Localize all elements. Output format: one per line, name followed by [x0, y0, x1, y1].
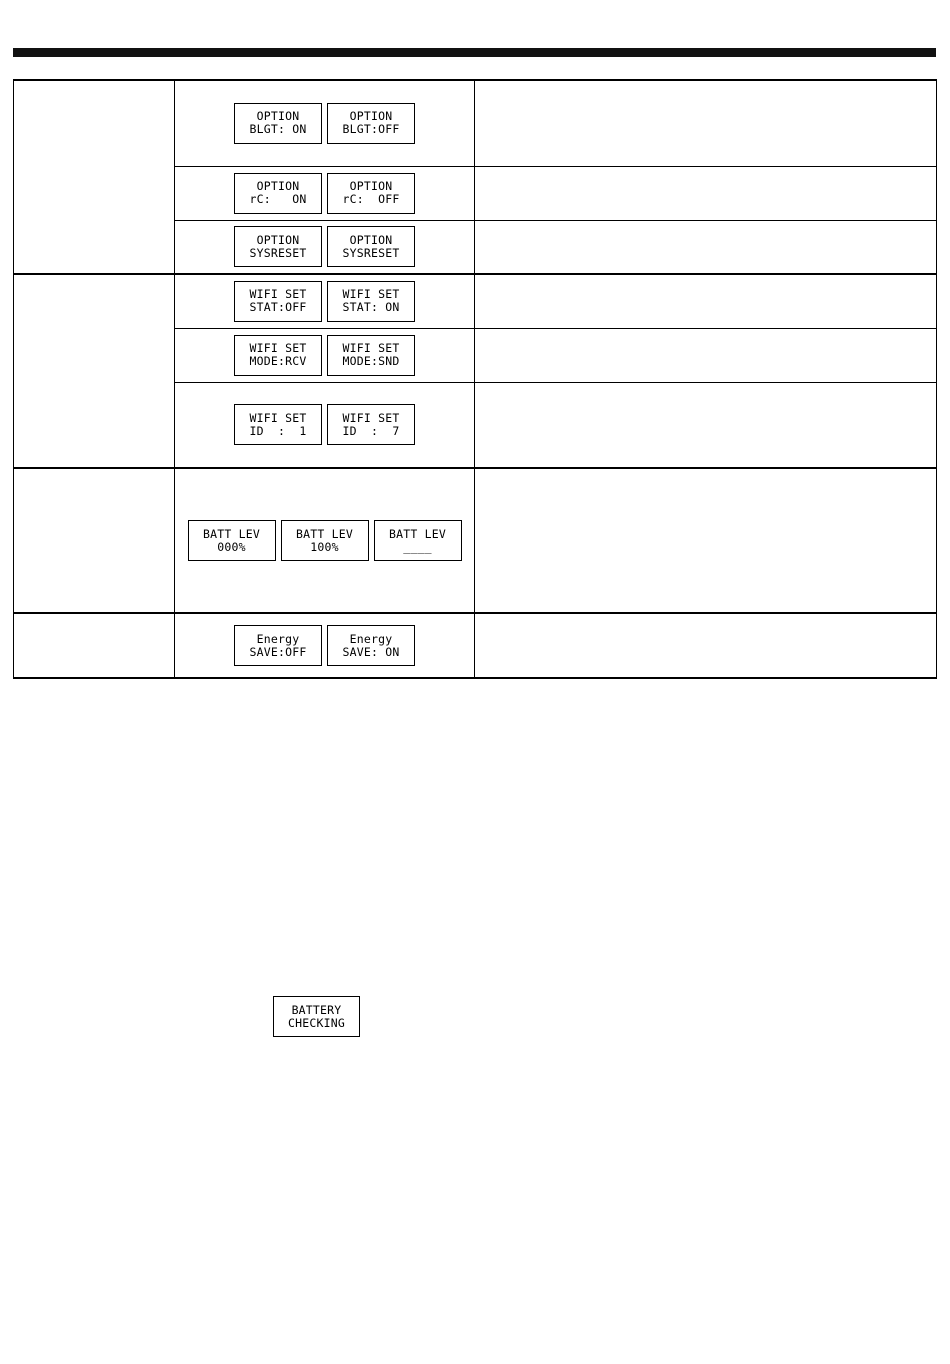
display-cell — [175, 328, 475, 382]
display-cell — [175, 274, 475, 328]
lcd-display — [234, 226, 322, 267]
lcd-line-1: OPTION — [349, 179, 393, 193]
lcd-line-1: OPTION — [349, 232, 393, 247]
lcd-line-2: SAVE: ON — [342, 644, 400, 659]
lcd-line-1: OPTION — [256, 232, 300, 247]
description-cell — [475, 613, 937, 678]
display-cell — [175, 468, 475, 613]
lcd-line-2: MODE:SND — [342, 354, 400, 368]
lcd-line-1: BATT LEV — [389, 526, 446, 541]
lcd-line-2: 000% — [217, 539, 246, 554]
lcd-display — [234, 625, 322, 666]
group-label-cell — [14, 274, 175, 468]
lcd-line-2: 100% — [310, 539, 339, 554]
display-cell — [175, 80, 475, 166]
lcd-display — [327, 173, 415, 214]
lcd-line-1: WIFI SET — [249, 341, 307, 355]
lcd-line-2: STAT: ON — [342, 300, 400, 315]
lcd-display — [327, 226, 415, 267]
lcd-display — [327, 335, 415, 376]
group-label-cell — [14, 468, 175, 613]
lcd-line-2: SYSRESET — [249, 245, 307, 260]
lcd-line-2: SYSRESET — [342, 245, 400, 260]
lcd-display — [374, 520, 462, 561]
table-row — [14, 80, 937, 166]
lcd-line-2: ID : 1 — [249, 423, 307, 438]
display-cell — [175, 613, 475, 678]
table-row — [14, 613, 937, 678]
display-cell — [175, 220, 475, 274]
lcd-display — [234, 173, 322, 214]
lcd-display — [188, 520, 276, 561]
table-row — [14, 274, 937, 328]
lcd-line-1: WIFI SET — [342, 287, 400, 302]
description-cell — [475, 274, 937, 328]
lcd-line-1: OPTION — [256, 109, 300, 124]
group-label-cell — [14, 613, 175, 678]
description-cell — [475, 468, 937, 613]
lcd-display — [281, 520, 369, 561]
lcd-display — [234, 404, 322, 445]
lcd-line-1: BATT LEV — [203, 526, 260, 541]
lcd-display — [327, 625, 415, 666]
lcd-display — [234, 103, 322, 144]
lcd-line-1: OPTION — [349, 109, 393, 124]
description-cell — [475, 80, 937, 166]
lcd-line-1: BATT LEV — [296, 526, 353, 541]
header-rule — [13, 48, 936, 57]
lcd-display — [327, 404, 415, 445]
description-cell — [475, 220, 937, 274]
lcd-display — [234, 335, 322, 376]
lcd-line-2: BLGT: ON — [249, 122, 307, 137]
lcd-line-1: WIFI SET — [249, 287, 307, 302]
lcd-display — [327, 281, 415, 322]
battery-checking-display — [273, 996, 360, 1037]
menu-options-table — [13, 79, 937, 679]
lcd-line-2: CHECKING — [288, 1015, 345, 1030]
lcd-line-2: ID : 7 — [342, 423, 400, 438]
lcd-line-2: ____ — [403, 539, 432, 554]
group-label-cell — [14, 80, 175, 274]
lcd-line-2: STAT:OFF — [249, 300, 307, 315]
lcd-line-1: WIFI SET — [342, 341, 400, 355]
lcd-line-1: Energy — [256, 631, 300, 646]
lcd-line-2: BLGT:OFF — [342, 122, 400, 137]
display-cell — [175, 166, 475, 220]
lcd-line-2: rC: ON — [249, 192, 307, 206]
lcd-line-1: Energy — [349, 631, 393, 646]
lcd-line-1: WIFI SET — [342, 410, 400, 425]
description-cell — [475, 382, 937, 468]
lcd-display — [327, 103, 415, 144]
display-cell — [175, 382, 475, 468]
lcd-line-1: OPTION — [256, 179, 300, 193]
lcd-line-2: SAVE:OFF — [249, 644, 307, 659]
lcd-line-1: BATTERY — [291, 1002, 342, 1017]
table-row — [14, 468, 937, 613]
lcd-line-1: WIFI SET — [249, 410, 307, 425]
lcd-display — [234, 281, 322, 322]
description-cell — [475, 328, 937, 382]
lcd-line-2: MODE:RCV — [249, 354, 307, 368]
description-cell — [475, 166, 937, 220]
lcd-line-2: rC: OFF — [342, 192, 400, 206]
